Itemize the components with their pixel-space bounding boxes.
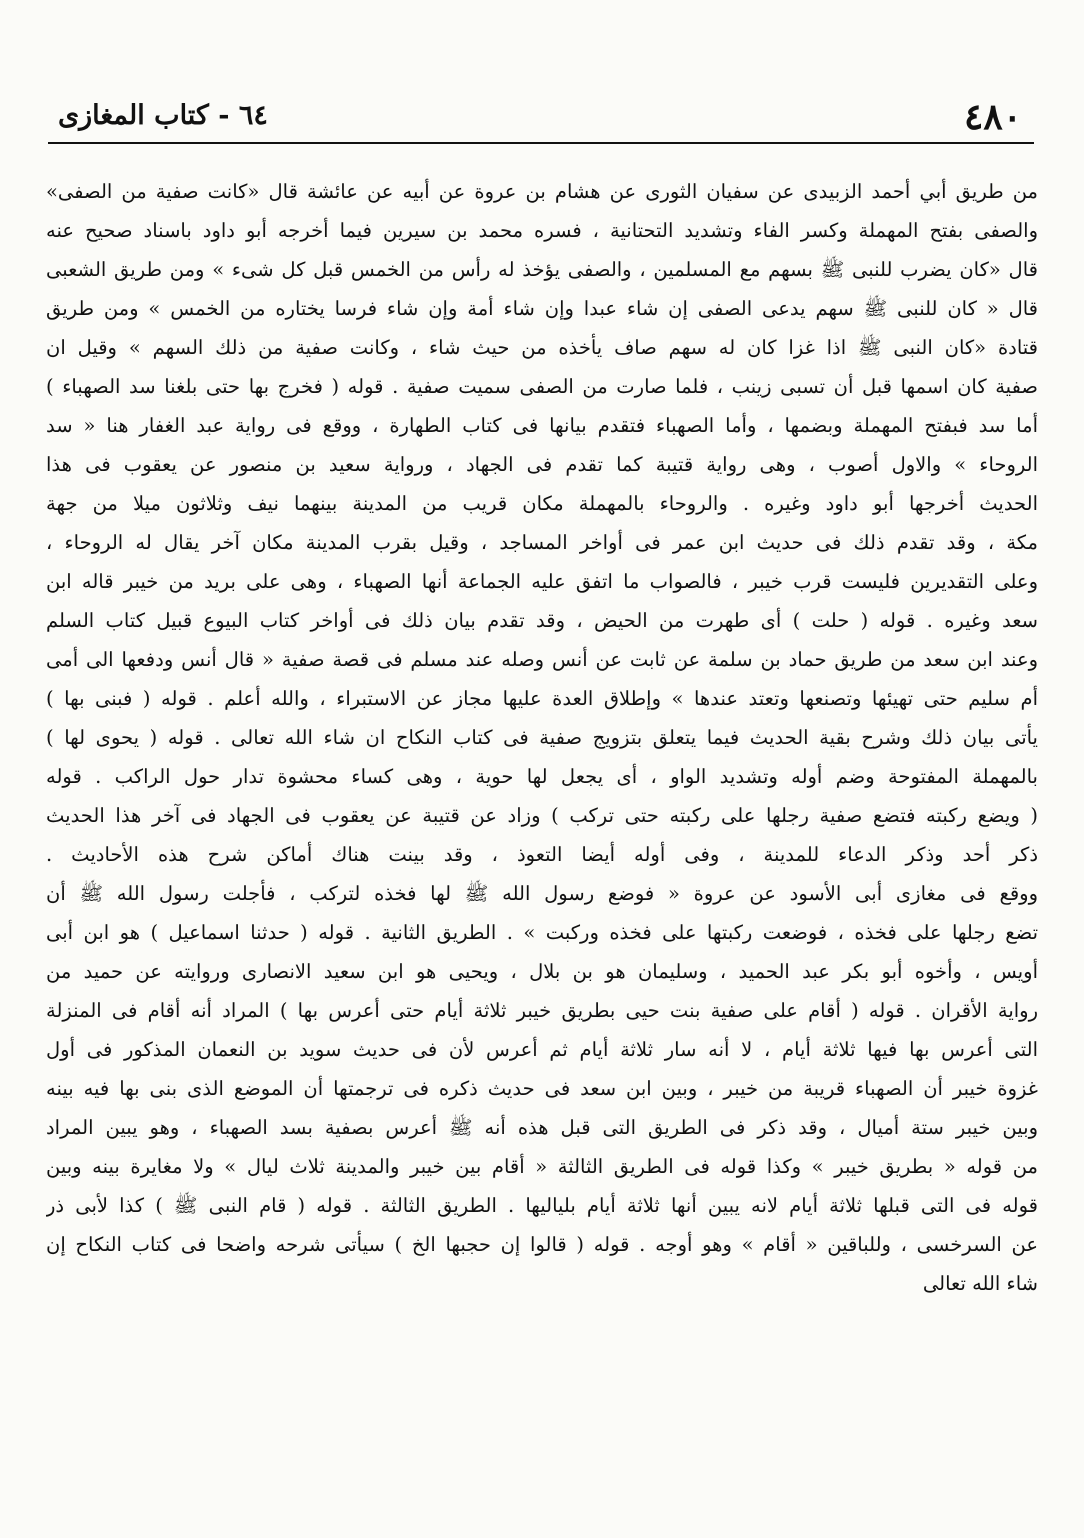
text-line: قال « كان للنبى ﷺ سهم يدعى الصفى إن شاء عبدا وإن شاء أمة وإن شاء فرسا يختاره من الخمس » ومن طريق	[46, 297, 1038, 320]
text-line: يأتى بيان ذلك وشرح بقية الحديث فيما يتعلق بتزويج صفية فى كتاب النكاح ان شاء الله تعالى . قوله ( يحوى لها )	[46, 726, 1038, 749]
text-line: أما سد فبفتح المهملة وبضمها ، وأما الصهباء فتقدم بيانها فى كتاب الطهارة ، ووقع فى رواية عبد الغفار هنا « سد	[46, 414, 1038, 437]
text-line: التى أعرس بها فيها ثلاثة أيام ، لا أنه سار ثلاثة أيام ثم أعرس لأن فى حديث سويد بن النعمان المذكور فى أول	[46, 1038, 1038, 1061]
text-line: قال «كان يضرب للنبى ﷺ بسهم مع المسلمين ، والصفى يؤخذ له رأس من الخمس قبل كل شىء » ومن طريق الشعبى	[46, 258, 1038, 281]
text-line: ووقع فى مغازى أبى الأسود عن عروة « فوضع رسول الله ﷺ لها فخذه لتركب ، فأجلت رسول الله ﷺ أن	[46, 882, 1038, 905]
page-header	[48, 92, 1034, 144]
text-line: أويس ، وأخوه أبو بكر عبد الحميد ، وسليمان هو بن بلال ، ويحيى هو ابن سعيد الانصارى وروايته عن حميد من	[46, 960, 1038, 983]
text-line: ( ويضع ركبته فتضع صفية رجلها على ركبته حتى تركب ) وزاد عن قتيبة عن يعقوب فى الجهاد فى آخر هذا الحديث	[46, 804, 1038, 827]
text-line: قتادة «كان النبى ﷺ اذا غزا كان له سهم صاف يأخذه من حيث شاء ، وكانت صفية من ذلك السهم » وقيل ان	[46, 336, 1038, 359]
text-line: غزوة خيبر أن الصهباء قريبة من خيبر ، وبين ابن سعد فى حديث ذكره فى ترجمتها أن الموضع الذى بنى بها فيه بينه	[46, 1077, 1038, 1100]
text-line: أم سليم حتى تهيئها وتصنعها وتعتد عندها » وإطلاق العدة عليها مجاز عن الاستبراء ، والله أعلم . قوله ( فبنى بها )	[46, 687, 1038, 710]
text-line: وبين خيبر ستة أميال ، وقد ذكر فى الطريق التى قبل هذه أنه ﷺ أعرس بصفية بسد الصهباء ، وهو يبين المراد	[46, 1116, 1038, 1139]
text-line: وعلى التقديرين فليست قرب خيبر ، فالصواب ما اتفق عليه الجماعة أنها الصهباء ، وهى على بريد من خيبر قاله ابن	[46, 570, 1038, 593]
text-line: من قوله « بطريق خيبر » وكذا قوله فى الطريق الثالثة « أقام بين خيبر والمدينة ثلاث ليال » ولا مغايرة بينه وبين	[46, 1155, 1038, 1178]
running-title: ٦٤ - كتاب المغازى	[58, 100, 268, 131]
text-line: بالمهملة المفتوحة وضم أوله وتشديد الواو ، أى يجعل لها حوية ، وهى كساء محشوة تدار حول الراكب . قوله	[46, 765, 1038, 788]
text-line: عن السرخسى ، وللباقين « أقام » وهو أوجه . قوله ( قالوا إن حجبها الخ ) سيأتى شرحه واضحا فى كتاب النكاح إن	[46, 1233, 1038, 1256]
text-line: مكة ، وقد تقدم ذلك فى حديث ابن عمر فى أواخر المساجد ، وقيل بقرب المدينة مكان آخر يقال له الروحاء ،	[46, 531, 1038, 554]
text-line: من طريق أبي أحمد الزبيدى عن سفيان الثورى عن هشام بن عروة عن أبيه عن عائشة قال «كانت صفية من الصفى»	[46, 180, 1038, 203]
text-line: الروحاء » والاول أصوب ، وهى رواية قتيبة كما تقدم فى الجهاد ، ورواية سعيد بن منصور عن يعقوب فى هذا	[46, 453, 1038, 476]
text-line: شاء الله تعالى	[922, 1272, 1038, 1295]
text-line: وعند ابن سعد من طريق حماد بن سلمة عن ثابت عن أنس وصله عند مسلم فى قصة صفية « قال أنس ودفعها الى أمى	[46, 648, 1038, 671]
page-number: ٤٨٠	[963, 96, 1022, 138]
text-line: رواية الأقران . قوله ( أقام على صفية بنت حيى بطريق خيبر ثلاثة أيام حتى أعرس بها ) المراد أنه أقام فى المنزلة	[46, 999, 1038, 1022]
text-line: الحديث أخرجها أبو داود وغيره . والروحاء بالمهملة مكان قريب من المدينة بينهما نيف وثلاثون ميلا من جهة	[46, 492, 1038, 515]
text-line: ذكر أحد وذكر الدعاء للمدينة ، وفى أوله أيضا التعوذ ، وقد بينت هناك أماكن شرح هذه الأحاديث .	[46, 843, 1038, 866]
text-line: سعد وغيره . قوله ( حلت ) أى طهرت من الحيض ، وقد تقدم بيان ذلك فى أواخر كتاب البيوع قبيل كتاب السلم	[46, 609, 1038, 632]
text-line: صفية كان اسمها قبل أن تسبى زينب ، فلما صارت من الصفى سميت صفية . قوله ( فخرج بها حتى بلغنا سد الصهباء )	[46, 375, 1038, 398]
text-line: والصفى بفتح المهملة وكسر الفاء وتشديد التحتانية ، فسره محمد بن سيرين فيما أخرجه أبو داود باسناد صحيح عنه	[46, 219, 1038, 242]
commentary-text	[46, 172, 1038, 1303]
text-line: تضع رجلها على فخذه ، فوضعت ركبتها على فخذه وركبت » . الطريق الثانية . قوله ( حدثنا اسماعيل ) هو ابن أبى	[46, 921, 1038, 944]
text-line: قوله فى التى قبلها ثلاثة أيام لانه يبين أنها ثلاثة أيام بلياليها . الطريق الثالثة . قوله ( قام النبى ﷺ ) كذا لأبى ذر	[46, 1194, 1038, 1217]
